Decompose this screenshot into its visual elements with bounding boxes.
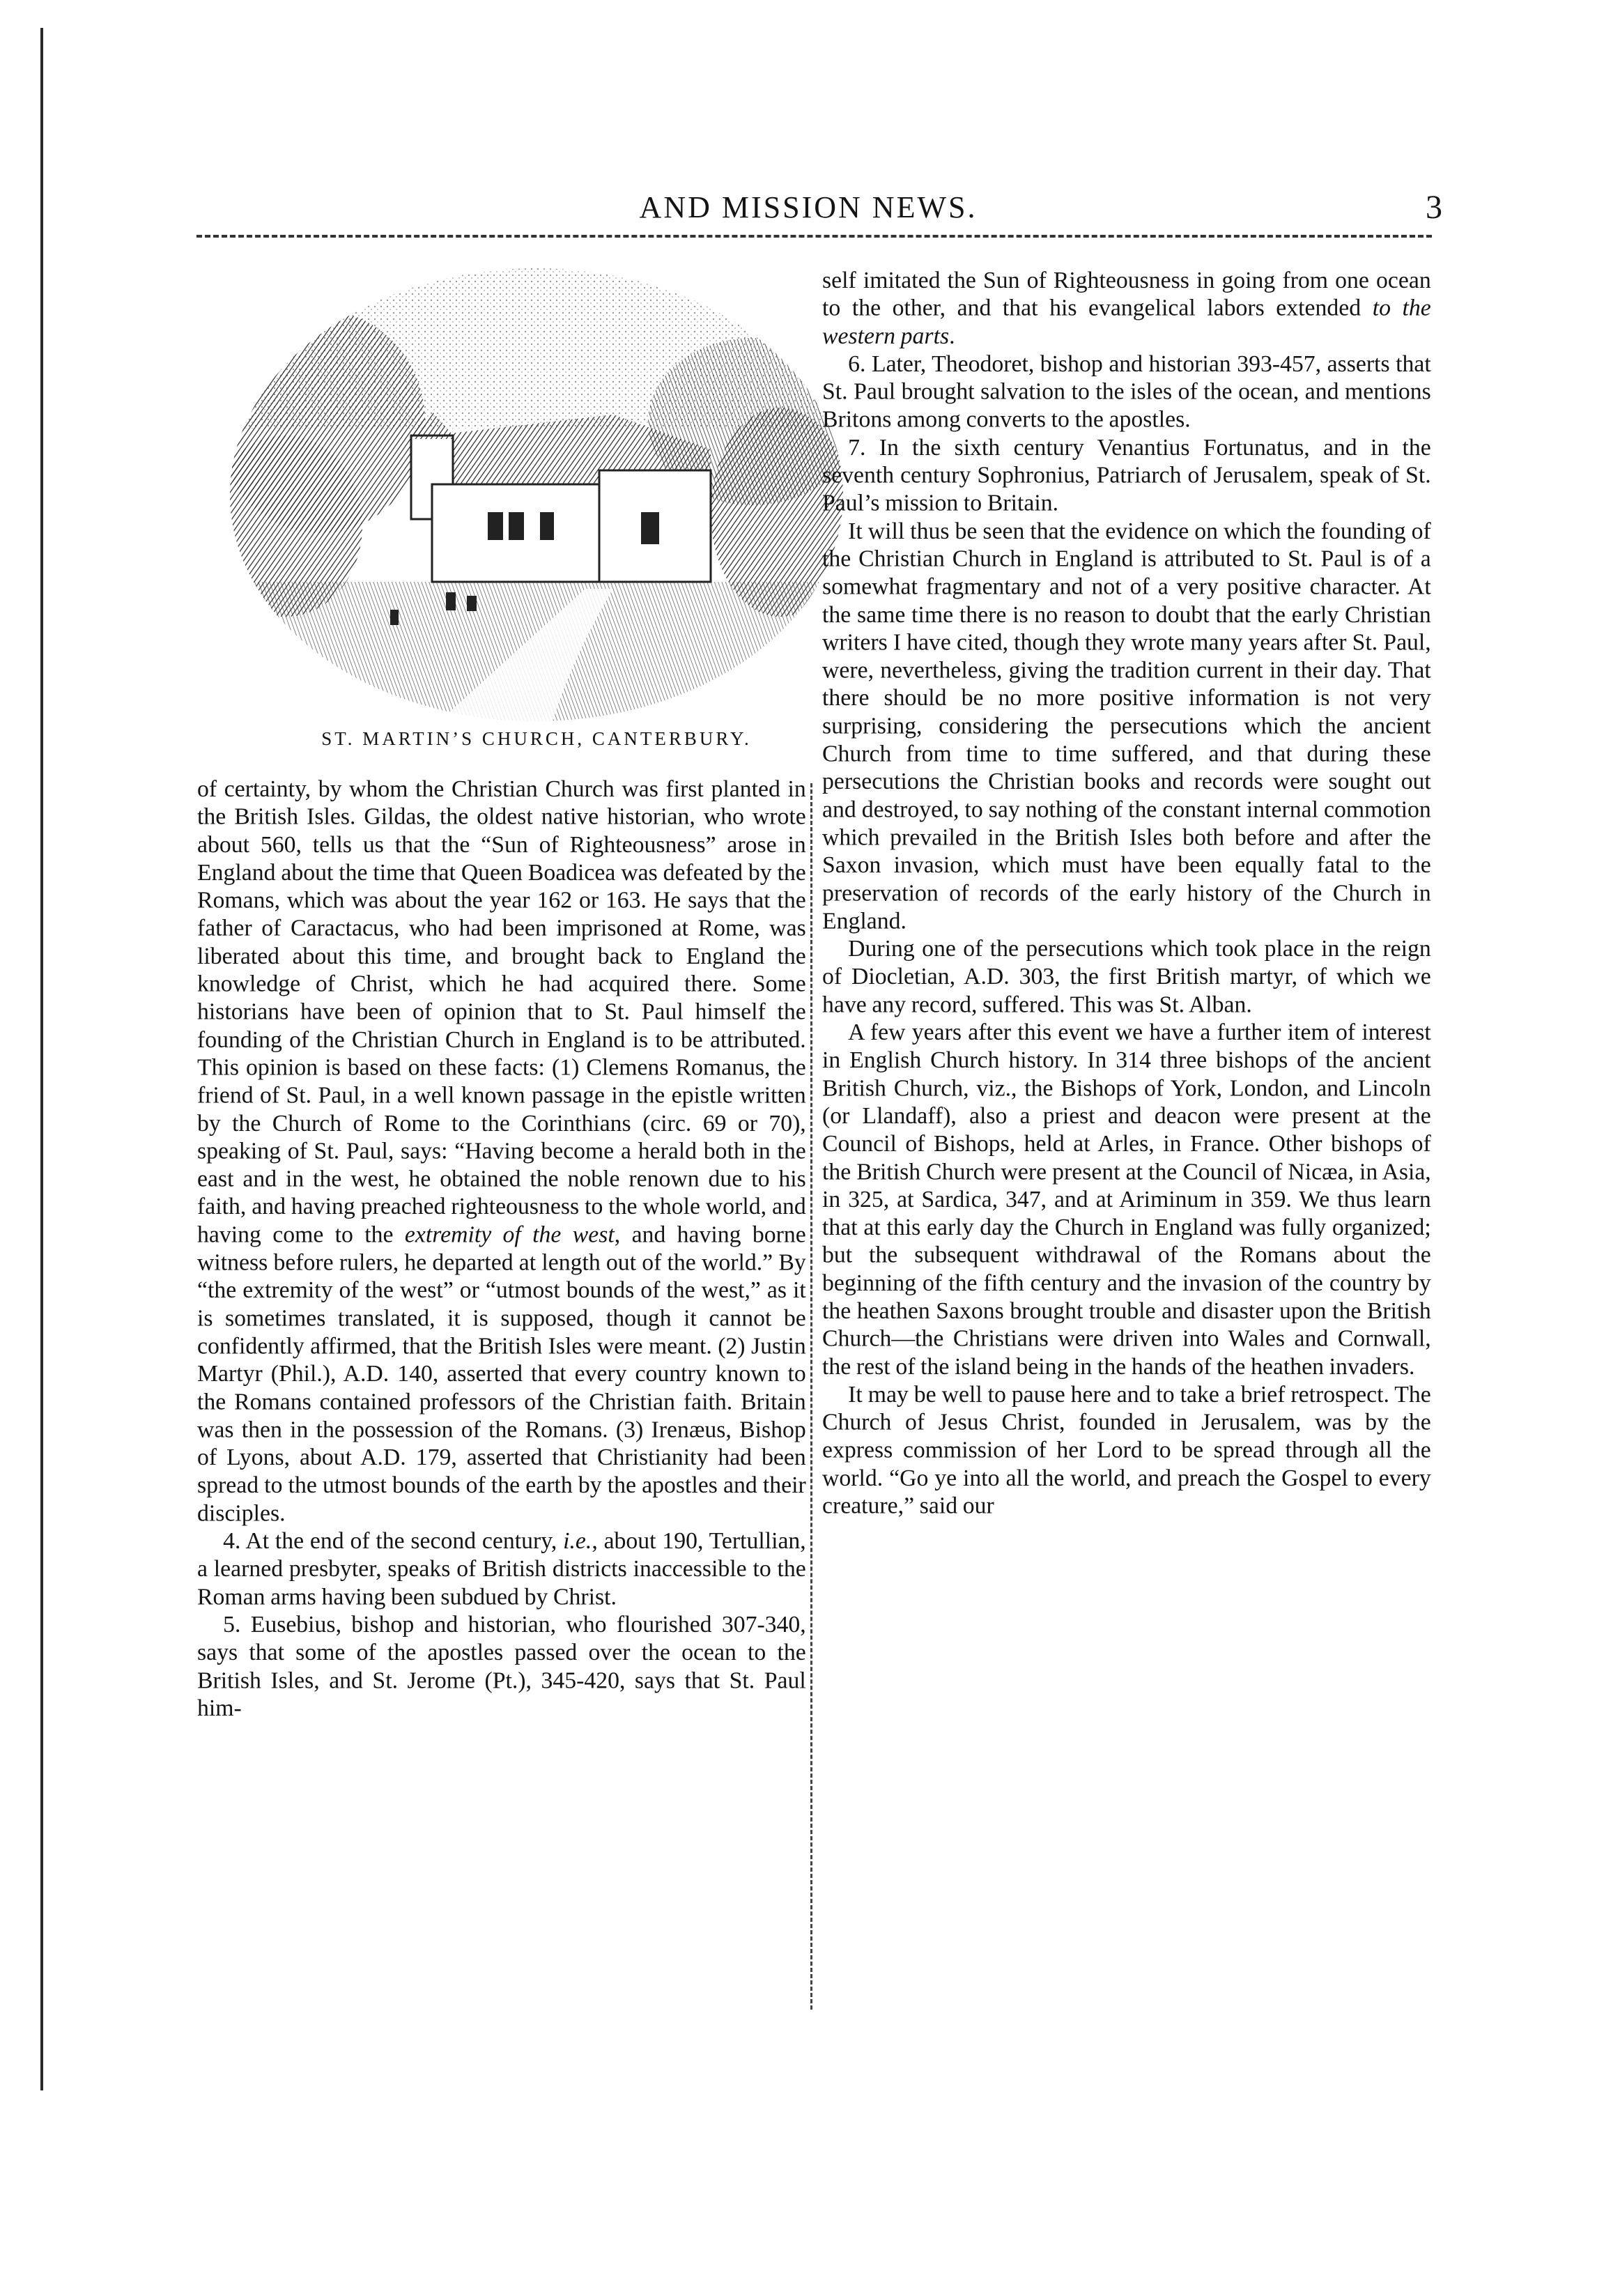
body-paragraph: of certainty, by whom the Christian Church was first planted in the British Isles. Gildas, the oldest native historian, who wrote about 560, tells us that the “Sun of Righteousness” arose in England about the time that Queen Boadicea was defeated by the Romans, which was about the year 162 or 163. He says that the father of Caractacus, who had been imprisoned at Rome, was liberated about this time, and brought back to England the knowledge of Christ, which he had acquired there. Some historians have been of opinion that to St. Paul himself the founding of the Christian Church in England is to be attributed. This opinion is based on these facts: (1) Clemens Romanus, the friend of St. Paul, in a well known passage in the epistle written by the Church of Rome to the Corinthians (circ. 69 or 70), speaking of St. Paul, says: “Having become a herald both in the east and in the west, he obtained the noble renown due to his faith, and having preached righteousness to the whole world, and having come to the extremity of the west, and having borne witness before rulers, he departed at length out of the world.” By “the extremity of the west” or “utmost bounds of the west,” as it is sometimes translated, it is supposed, though it cannot be confidently affirmed, that the British Isles were meant. (2) Justin Martyr (Phil.), A.D. 140, asserted that every country known to the Romans contained professors of the Christian faith. Britain was then in the possession of the Romans. (3) Irenæus, Bishop of Lyons, about A.D. 179, asserted that Christianity had been spread to the utmost bounds of the earth by the apostles and their disciples. (197, 775, 806, 1526)
header-rule (196, 235, 1432, 238)
binding-edge-line (40, 28, 43, 2090)
body-paragraph: 6. Later, Theodoret, bishop and historian 393-457, asserts that St. Paul brought salvation to the isles of the ocean, and mentions Britons among converts to the apostles. (822, 350, 1431, 433)
right-column (822, 266, 1431, 1787)
body-paragraph: During one of the persecutions which took place in the reign of Diocletian, A.D. 303, the first British martyr, of which we have any record, suffered. This was St. Alban. (822, 935, 1431, 1017)
body-paragraph: 7. In the sixth century Venantius Fortunatus, and in the seventh century Sophronius, Patriarch of Jerusalem, speak of St. Paul’s mission to Britain. (822, 433, 1431, 516)
running-header: AND MISSION NEWS. (639, 190, 978, 224)
body-paragraph: 5. Eusebius, bishop and historian, who flourished 307-340, says that some of the apostles passed over the ocean to the British Isles, and St. Jerome (Pt.), 345-420, says that St. Paul him- (197, 1610, 806, 1721)
column-divider (810, 783, 812, 2010)
illustration-caption: ST. MARTIN’S CHURCH, CANTERBURY. (321, 728, 752, 749)
left-column (197, 775, 806, 2296)
church-engraving-image (223, 261, 850, 728)
body-paragraph: 4. At the end of the second century, i.e., about 190, Tertullian, a learned presbyter, speaks of British districts inaccessible to the Roman arms having been subdued by Christ. (197, 1527, 806, 1610)
body-paragraph: self imitated the Sun of Righteousness in going from one ocean to the other, and that his evangelical labors extended to the western parts. (822, 266, 1431, 349)
body-paragraph: It will thus be seen that the evidence on which the founding of the Christian Church in England is attributed to St. Paul is of a somewhat fragmentary and not of a very positive character. At the same time there is no reason to doubt that the early Christian writers I have cited, though they wrote many years after St. Paul, were, nevertheless, giving the tradition current in their day. That there should be no more positive information is not very surprising, considering the persecutions which the ancient Church from time to time suffered, and that during these persecutions the Christian books and records were sought out and destroyed, to say nothing of the constant internal commotion which prevailed in the British Isles both before and after the Saxon invasion, which must have been equally fatal to the preservation of records of the early history of the Church in England. (822, 517, 1431, 934)
body-paragraph: It may be well to pause here and to take a brief retrospect. The Church of Jesus Christ, founded in Jerusalem, was by the express commission of her Lord to be spread through all the world. “Go ye into all the world, and preach the Gospel to every creature,” said our (822, 1380, 1431, 1519)
body-paragraph: A few years after this event we have a further item of interest in English Church history. In 314 three bishops of the ancient British Church, viz., the Bishops of York, London, and Lincoln (or Llandaff), also a priest and deacon were present at the Council of Bishops, held at Arles, in France. Other bishops of the British Church were present at the Council of Nicæa, in Asia, in 325, at Sardica, 347, and at Ariminum in 359. We thus learn that at this early day the Church in England was fully organized; but the subsequent withdrawal of the Romans about the beginning of the fifth century and the invasion of the country by the heathen Saxons brought trouble and disaster upon the British Church—the Christians were driven into Wales and Cornwall, the rest of the island being in the hands of the heathen invaders. (822, 1019, 1431, 1380)
page-number: 3 (1426, 189, 1442, 226)
